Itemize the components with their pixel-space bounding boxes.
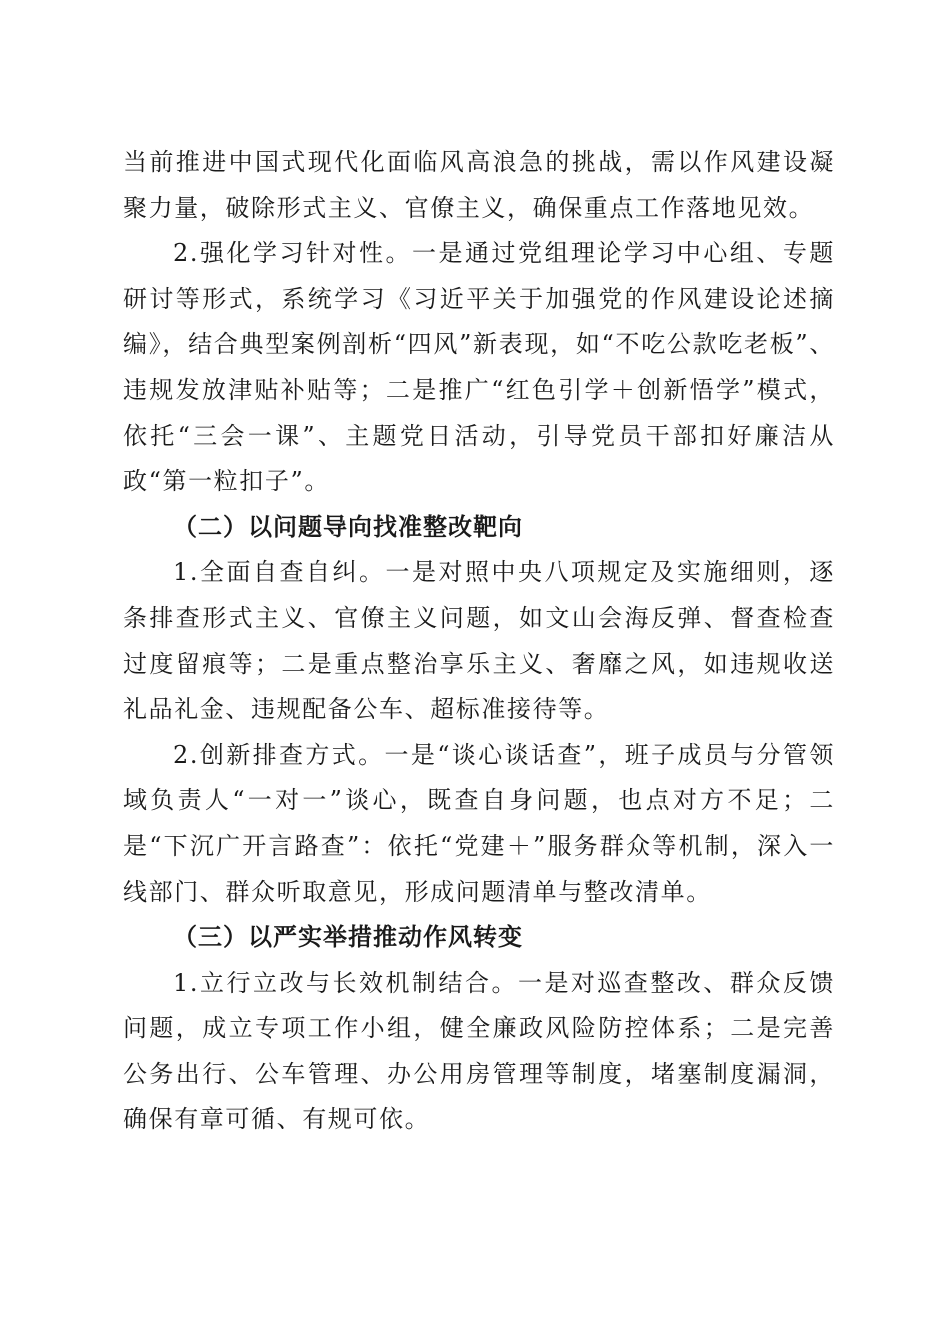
paragraph-intro-continued: 当前推进中国式现代化面临风高浪急的挑战，需以作风建设凝聚力量，破除形式主义、官僚主义，确保重点工作落地见效。	[123, 148, 835, 222]
paragraph-innovative-inspection: 2.创新排查方式。一是“谈心谈话查”，班子成员与分管领域负责人“一对一”谈心，既查自身问题，也点对方不足；二是“下沉广开言路查”：依托“党建＋”服务群众等机制，深入一线部门、群众听取意见，形成问题清单与整改清单。	[123, 740, 835, 906]
paragraph-study-targeting: 2.强化学习针对性。一是通过党组理论学习中心组、专题研讨等形式，系统学习《习近平关于加强党的作风建设论述摘编》，结合典型案例剖析“四风”新表现，如“不吃公款吃老板”、违规发放津贴补贴等；二是推广“红色引学＋创新悟学”模式，依托“三会一课”、主题党日活动，引导党员干部扣好廉洁从政“第一粒扣子”。	[123, 239, 835, 496]
paragraph-long-term-mechanism: 1.立行立改与长效机制结合。一是对巡查整改、群众反馈问题，成立专项工作小组，健全廉政风险防控体系；二是完善公务出行、公车管理、办公用房管理等制度，堵塞制度漏洞，确保有章可循、有规可依。	[123, 968, 835, 1134]
section-heading-strict-measures: （三）以严实举措推动作风转变	[173, 923, 523, 952]
document-body	[123, 140, 835, 1143]
section-heading-problem-oriented: （二）以问题导向找准整改靶向	[173, 512, 523, 541]
paragraph-self-inspection: 1.全面自查自纠。一是对照中央八项规定及实施细则，逐条排查形式主义、官僚主义问题，如文山会海反弹、督查检查过度留痕等；二是重点整治享乐主义、奢靡之风，如违规收送礼品礼金、违规配备公车、超标准接待等。	[123, 558, 835, 724]
